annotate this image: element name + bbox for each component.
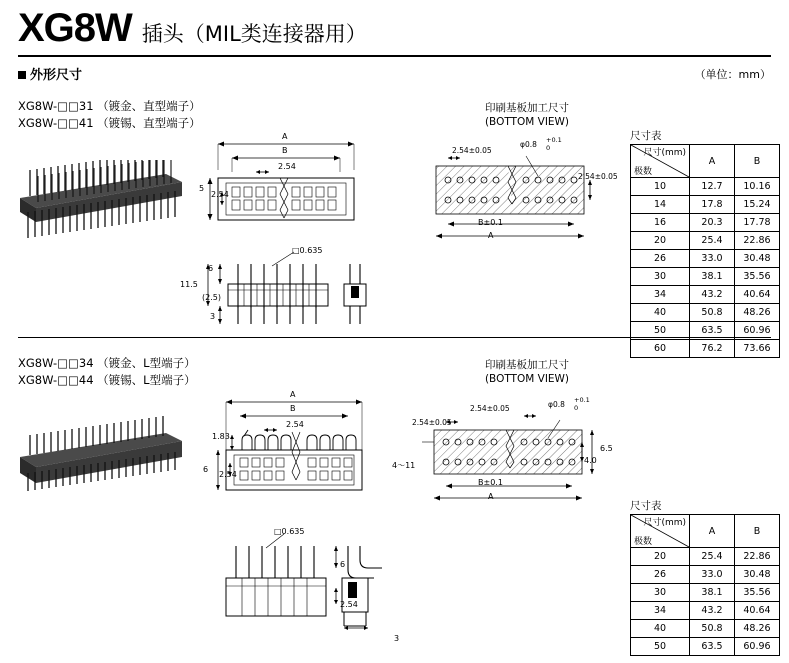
- cell-A: 33.0: [690, 566, 735, 584]
- table-row: [631, 196, 780, 214]
- table-header-unit: 尺寸(mm): [643, 518, 686, 528]
- pcb-title-straight: [452, 101, 602, 129]
- label-6-ra: 6: [203, 465, 209, 474]
- label-B-straight-top: B: [282, 146, 288, 155]
- cell-A: 25.4: [690, 548, 735, 566]
- cell-B: 22.86: [735, 232, 780, 250]
- cell-A: 63.5: [690, 638, 735, 656]
- model-name: XG8W: [18, 6, 132, 50]
- cell-poles: 14: [631, 196, 690, 214]
- pcb-title-line-2: (BOTTOM VIEW): [484, 116, 570, 128]
- table-header-row: [631, 145, 780, 178]
- label-pcb-pitch-h-straight: 2.54±0.05: [452, 146, 492, 155]
- cell-B: 30.48: [735, 250, 780, 268]
- table-header-diagonal-cell: [631, 515, 690, 548]
- cell-B: 60.96: [735, 638, 780, 656]
- drawing-frontview-rightangle: [196, 528, 386, 638]
- cell-A: 43.2: [690, 602, 735, 620]
- label-hole-tol-dn-straight: 0: [546, 144, 551, 152]
- label-sq0635-ra: □0.635: [274, 527, 305, 536]
- cell-poles: 30: [631, 268, 690, 286]
- label-hole-dia-ra: φ0.8: [548, 400, 565, 409]
- drawing-sideview-straight: [196, 248, 376, 338]
- label-A-ra-top: A: [290, 390, 296, 399]
- cell-B: 73.66: [735, 340, 780, 358]
- label-pitch-straight-top: 2.54: [278, 162, 296, 171]
- label-pcb-pitch-left-ra: 2.54±0.05: [412, 418, 452, 427]
- label-hole-tol-dn-ra: 0: [574, 404, 579, 412]
- table-row: [631, 548, 780, 566]
- cell-poles: 50: [631, 638, 690, 656]
- cell-A: 50.8: [690, 304, 735, 322]
- page-header: [18, 6, 367, 51]
- cell-A: 76.2: [690, 340, 735, 358]
- label-3-straight: 3: [210, 312, 216, 321]
- label-3-ra: 3: [394, 634, 400, 643]
- drawing-pcb-straight: [422, 140, 602, 250]
- cell-B: 48.26: [735, 304, 780, 322]
- cell-B: 40.64: [735, 286, 780, 304]
- label-sq0635-straight: □0.635: [292, 246, 323, 255]
- cell-poles: 16: [631, 214, 690, 232]
- label-254-straight: 2.54: [211, 190, 229, 199]
- cell-B: 48.26: [735, 620, 780, 638]
- table-row: [631, 638, 780, 656]
- label-4-11-ra: 4～11: [392, 461, 416, 470]
- connector-photo-rightangle: [14, 415, 189, 510]
- page-subtitle: 插头（MIL类连接器用）: [141, 22, 367, 46]
- cell-poles: 30: [631, 584, 690, 602]
- table-row: [631, 232, 780, 250]
- unit-note: （单位：mm）: [694, 68, 771, 81]
- table-header-unit: 尺寸(mm): [643, 148, 686, 158]
- label-254-ra: 2.54: [219, 470, 237, 479]
- label-6-straight: 6: [208, 264, 214, 273]
- cell-B: 15.24: [735, 196, 780, 214]
- table-header-B: B: [735, 515, 780, 548]
- cell-poles: 20: [631, 232, 690, 250]
- cell-poles: 10: [631, 178, 690, 196]
- cell-A: 20.3: [690, 214, 735, 232]
- table-row: [631, 214, 780, 232]
- product-title-line-2: XG8W-□□44 （镀锡、L型端子）: [18, 373, 196, 387]
- pcb-title-line-2: (BOTTOM VIEW): [484, 373, 570, 385]
- label-hole-tol-up-ra: +0.1: [574, 396, 590, 404]
- header-rule: [18, 55, 771, 57]
- table-row: [631, 178, 780, 196]
- cell-poles: 40: [631, 620, 690, 638]
- cell-A: 43.2: [690, 286, 735, 304]
- cell-B: 60.96: [735, 322, 780, 340]
- table-header-A: A: [690, 515, 735, 548]
- cell-A: 38.1: [690, 268, 735, 286]
- table-row: [631, 602, 780, 620]
- table-header-poles: 极数: [634, 167, 653, 177]
- label-pcb-B-ra: B±0.1: [478, 478, 503, 487]
- cell-poles: 60: [631, 340, 690, 358]
- table-caption-straight: 尺寸表: [630, 130, 662, 142]
- cell-A: 50.8: [690, 620, 735, 638]
- cell-poles: 34: [631, 286, 690, 304]
- cell-B: 22.86: [735, 548, 780, 566]
- section-title: [18, 64, 82, 83]
- cell-poles: 20: [631, 548, 690, 566]
- cell-poles: 40: [631, 304, 690, 322]
- table-header-poles: 极数: [634, 537, 653, 547]
- cell-A: 12.7: [690, 178, 735, 196]
- table-row: [631, 566, 780, 584]
- label-65-ra: 6.5: [600, 444, 613, 453]
- table-row: [631, 620, 780, 638]
- label-A-straight-top: A: [282, 132, 288, 141]
- cell-A: 63.5: [690, 322, 735, 340]
- label-pcb-pitch-h-ra: 2.54±0.05: [470, 404, 510, 413]
- table-header-A: A: [690, 145, 735, 178]
- label-40-ra: 4.0: [584, 456, 597, 465]
- table-caption-rightangle: 尺寸表: [630, 500, 662, 512]
- pcb-title-rightangle: [452, 358, 602, 386]
- dimension-table-rightangle: [630, 514, 780, 656]
- section-divider: [18, 337, 771, 338]
- dimension-table-straight: [630, 144, 780, 358]
- cell-B: 35.56: [735, 268, 780, 286]
- label-115-straight: 11.5: [180, 280, 198, 289]
- label-pcb-A-straight: A: [488, 231, 494, 240]
- cell-poles: 34: [631, 602, 690, 620]
- label-B-ra-top: B: [290, 404, 296, 413]
- label-pcb-pitch-v-straight: 2.54±0.05: [578, 172, 618, 181]
- label-hole-tol-up-straight: +0.1: [546, 136, 562, 144]
- table-row: [631, 268, 780, 286]
- cell-B: 40.64: [735, 602, 780, 620]
- cell-A: 38.1: [690, 584, 735, 602]
- table-row: [631, 340, 780, 358]
- cell-A: 33.0: [690, 250, 735, 268]
- label-pcb-B-straight: B±0.1: [478, 218, 503, 227]
- cell-A: 25.4: [690, 232, 735, 250]
- table-row: [631, 584, 780, 602]
- cell-B: 10.16: [735, 178, 780, 196]
- section-title-text: 外形尺寸: [30, 68, 83, 83]
- table-header-row: [631, 515, 780, 548]
- table-row: [631, 250, 780, 268]
- cell-poles: 26: [631, 250, 690, 268]
- table-header-diagonal-cell: [631, 145, 690, 178]
- cell-B: 30.48: [735, 566, 780, 584]
- label-pitch-ra-top: 2.54: [286, 420, 304, 429]
- table-row: [631, 286, 780, 304]
- label-183-ra: 1.83: [212, 432, 230, 441]
- pcb-title-line-1: 印刷基板加工尺寸: [485, 102, 569, 114]
- pcb-title-line-1: 印刷基板加工尺寸: [485, 359, 569, 371]
- bullet-square-icon: [18, 71, 26, 79]
- cell-poles: 50: [631, 322, 690, 340]
- cell-B: 17.78: [735, 214, 780, 232]
- product-title-line-2: XG8W-□□41 （镀锡、直型端子）: [18, 116, 201, 130]
- product-title-line-1: XG8W-□□34 （镀金、L型端子）: [18, 356, 196, 370]
- table-row: [631, 304, 780, 322]
- cell-A: 17.8: [690, 196, 735, 214]
- cell-poles: 26: [631, 566, 690, 584]
- table-header-B: B: [735, 145, 780, 178]
- cell-B: 35.56: [735, 584, 780, 602]
- label-25-straight: (2.5): [202, 293, 221, 302]
- label-254-ra-2: 2.54: [340, 600, 358, 609]
- label-pcb-A-ra: A: [488, 492, 494, 501]
- label-5-straight: 5: [199, 184, 205, 193]
- product-title-straight: [18, 98, 201, 132]
- label-6-ra-2: 6: [340, 560, 346, 569]
- product-title-rightangle: [18, 355, 196, 389]
- product-title-line-1: XG8W-□□31 （镀金、直型端子）: [18, 99, 201, 113]
- connector-photo-straight: [14, 160, 189, 260]
- label-hole-dia-straight: φ0.8: [520, 140, 537, 149]
